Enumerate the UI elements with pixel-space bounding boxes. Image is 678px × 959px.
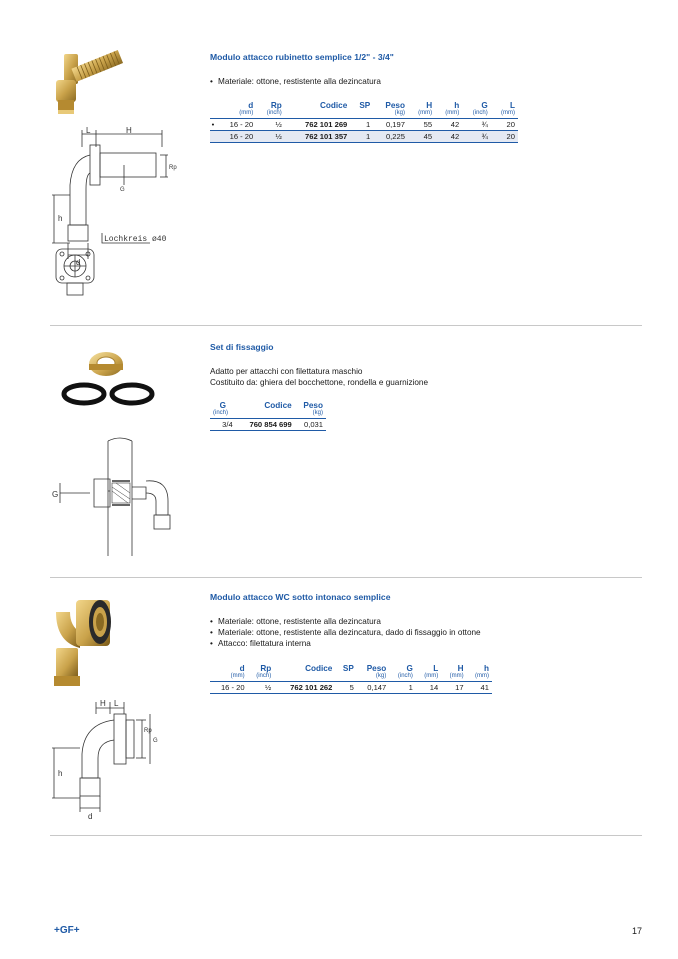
table-cell: 20 xyxy=(491,131,518,143)
col-unit: (inch) xyxy=(210,410,236,419)
table-cell: 42 xyxy=(435,119,462,131)
gf-logo: +GF+ xyxy=(54,925,80,936)
col-header: Rp xyxy=(270,101,282,110)
table-row xyxy=(210,119,518,131)
table-cell: 0,225 xyxy=(373,131,408,143)
col-header: Peso xyxy=(303,401,323,410)
col-header: Peso xyxy=(385,101,405,110)
col-unit: (inch) xyxy=(462,110,491,119)
section-wc-module xyxy=(50,578,642,834)
table-cell: 41 xyxy=(467,682,492,694)
wc-module-drawing xyxy=(50,698,175,828)
table-cell-code: 760 854 699 xyxy=(236,419,295,431)
table-cell: 16 - 20 xyxy=(216,119,256,131)
table-header-row xyxy=(210,401,326,410)
col-unit: (kg) xyxy=(295,410,326,419)
table-cell: 42 xyxy=(435,131,462,143)
table-cell: 45 xyxy=(408,131,435,143)
col-unit xyxy=(236,410,295,419)
table-unit-row xyxy=(210,673,492,682)
col-header: d xyxy=(239,664,245,673)
col-unit: (mm) xyxy=(416,673,441,682)
drawing-label-H: H xyxy=(126,126,132,135)
col-unit xyxy=(350,110,373,119)
drawing-label-Rp: Rp xyxy=(144,728,152,734)
table-cell: 1 xyxy=(350,119,373,131)
feature-item: • Materiale: ottone, restistente alla dezincatura xyxy=(210,76,381,87)
drawing-label-G: G xyxy=(52,490,59,499)
drawing-label-h: h xyxy=(58,769,63,778)
col-unit: (mm) xyxy=(467,673,492,682)
col-header: Peso xyxy=(366,664,387,673)
drawing-label-G: G xyxy=(153,738,158,744)
col-header: h xyxy=(483,664,489,673)
table-cell-code: 762 101 269 xyxy=(285,119,350,131)
drawing-label-G: G xyxy=(120,187,125,193)
feature-item: • Attacco: filettatura interna xyxy=(210,638,481,649)
col-header: d xyxy=(248,101,254,110)
col-header: SP xyxy=(359,101,371,110)
drawing-label-d: d xyxy=(88,812,93,821)
col-header: L xyxy=(433,664,439,673)
drawing-label-h: h xyxy=(58,214,63,223)
col-unit: (mm) xyxy=(491,110,518,119)
col-unit: (inch) xyxy=(256,110,285,119)
table-unit-row xyxy=(210,110,518,119)
col-unit xyxy=(274,673,335,682)
table-cell: ¾ xyxy=(462,131,491,143)
col-header: Codice xyxy=(305,664,333,673)
drawing-label-d: d xyxy=(76,258,81,267)
section-divider xyxy=(50,835,642,836)
table-row xyxy=(210,682,492,694)
drawing-label-H: H xyxy=(100,699,106,708)
spec-table xyxy=(210,101,518,143)
col-unit: (inch) xyxy=(389,673,416,682)
recommended-marker: • xyxy=(211,120,215,129)
table-cell: ½ xyxy=(248,682,275,694)
table-cell: ¾ xyxy=(462,119,491,131)
drawing-label-Rp: Rp xyxy=(169,165,177,171)
section-title: Modulo attacco WC sotto intonaco semplice xyxy=(210,592,391,602)
col-unit: (kg) xyxy=(373,110,408,119)
col-header: H xyxy=(426,101,433,110)
feature-item: • Materiale: ottone, restistente alla dezincatura xyxy=(210,616,481,627)
feature-list xyxy=(210,76,381,87)
col-unit: (mm) xyxy=(210,673,248,682)
col-unit: (kg) xyxy=(357,673,389,682)
table-cell: 5 xyxy=(335,682,356,694)
table-cell-code: 762 101 262 xyxy=(274,682,335,694)
spec-table xyxy=(210,664,492,694)
table-header-row xyxy=(210,664,492,673)
col-header: G xyxy=(481,101,488,110)
table-header-row xyxy=(210,101,518,110)
table-cell: 16 - 20 xyxy=(216,131,256,143)
fixing-set-drawing xyxy=(50,431,180,561)
col-unit: (mm) xyxy=(408,110,435,119)
drawing-label-L: L xyxy=(114,699,119,708)
table-cell: 1 xyxy=(350,131,373,143)
col-header: L xyxy=(509,101,515,110)
table-cell-code: 762 101 357 xyxy=(285,131,350,143)
col-header: Codice xyxy=(319,101,348,110)
faucet-module-photo xyxy=(50,50,130,120)
section-title: Set di fissaggio xyxy=(210,342,274,352)
col-header: G xyxy=(406,664,413,673)
fixing-set-photo xyxy=(62,346,162,408)
section-fixing-set xyxy=(50,326,642,576)
spec-table xyxy=(210,401,326,431)
table-cell: 1 xyxy=(389,682,416,694)
table-row xyxy=(210,131,518,143)
table-cell: 14 xyxy=(416,682,441,694)
table-row xyxy=(210,419,326,431)
description xyxy=(210,366,428,388)
col-unit: (inch) xyxy=(248,673,275,682)
table-cell: ½ xyxy=(256,131,285,143)
table-cell: 16 - 20 xyxy=(210,682,248,694)
wc-module-photo xyxy=(50,592,120,692)
col-unit: (mm) xyxy=(216,110,256,119)
drawing-label-lochkreis: Lochkreis ø40 xyxy=(104,235,167,244)
page-number: 17 xyxy=(631,926,642,936)
table-cell: 0,147 xyxy=(357,682,389,694)
table-cell: 0,197 xyxy=(373,119,408,131)
table-cell: 20 xyxy=(491,119,518,131)
description-line: Costituito da: ghiera del bocchettone, rondella e guarnizione xyxy=(210,378,429,387)
drawing-label-L: L xyxy=(86,126,91,135)
col-unit xyxy=(285,110,350,119)
feature-list xyxy=(210,616,481,649)
col-header: h xyxy=(454,101,460,110)
table-cell: 3/4 xyxy=(210,419,236,431)
feature-item: • Materiale: ottone, restistente alla dezincatura, dado di fissaggio in ottone xyxy=(210,627,481,638)
col-unit: (mm) xyxy=(435,110,462,119)
table-cell: 17 xyxy=(441,682,466,694)
col-header: Codice xyxy=(264,401,292,410)
col-header: SP xyxy=(342,664,354,673)
col-header: G xyxy=(219,401,227,410)
col-header: H xyxy=(457,664,464,673)
col-unit: (mm) xyxy=(441,673,466,682)
table-cell: 0,031 xyxy=(295,419,326,431)
col-header: Rp xyxy=(260,664,272,673)
section-title: Modulo attacco rubinetto semplice 1/2" - 3/4" xyxy=(210,52,394,62)
table-cell: 55 xyxy=(408,119,435,131)
col-unit xyxy=(335,673,356,682)
table-unit-row xyxy=(210,410,326,419)
section-faucet-module xyxy=(50,40,642,325)
description-line: Adatto per attacchi con filettatura maschio xyxy=(210,367,363,376)
flange-front-view xyxy=(54,245,104,301)
table-cell: ½ xyxy=(256,119,285,131)
